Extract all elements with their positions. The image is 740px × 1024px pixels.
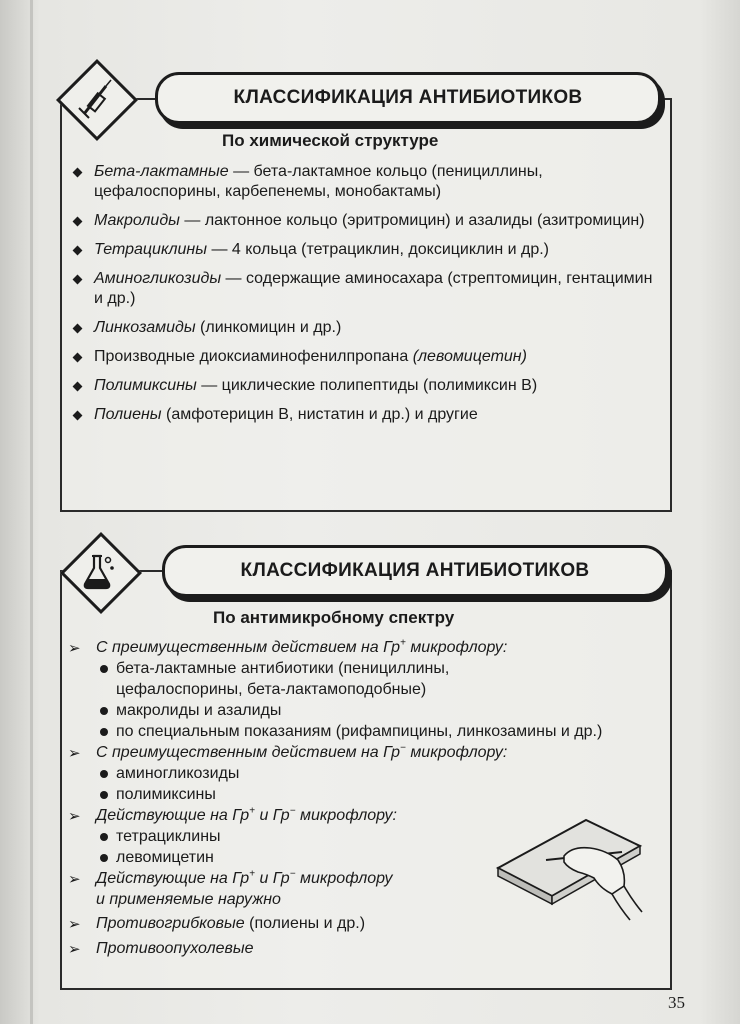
arrow-icon: ➢ <box>68 871 81 888</box>
section1-subtitle: По химической структуре <box>222 131 439 150</box>
list-item: Полимиксины — циклические полипептиды (полимиксин В) <box>74 376 664 396</box>
group-broad-spectrum: ➢ Действующие на Гр+ и Гр− микрофлору: <box>68 805 397 825</box>
lab-flask-icon <box>74 546 124 596</box>
section2-title-banner: КЛАССИФИКАЦИЯ АНТИБИОТИКОВ <box>162 545 668 597</box>
section2-subtitle: По антимикробному спектру <box>213 608 455 627</box>
page-number: 35 <box>668 993 685 1012</box>
arrow-icon: ➢ <box>68 916 81 933</box>
group-antifungal: ➢ Противогрибковые (полиены и др.) <box>68 915 366 933</box>
arrow-icon: ➢ <box>68 640 81 657</box>
list-item: левомицетин <box>68 847 668 868</box>
book-spine-shadow <box>30 0 33 1024</box>
group-topical-continuation: и применяемые наружно <box>96 891 281 908</box>
arrow-icon: ➢ <box>68 941 81 958</box>
list-item: по специальным показаниям (рифампицины, линкозамины и др.) <box>68 721 668 742</box>
list-item-continuation: цефалоспорины, бета-лактамоподобные) <box>116 681 427 698</box>
list-item: Тетрациклины — 4 кольца (тетрациклин, доксициклин и др.) <box>74 240 664 260</box>
list-item: Линкозамиды (линкомицин и др.) <box>74 318 664 338</box>
list-item: полимиксины <box>68 784 668 805</box>
list-item: аминогликозиды <box>68 763 668 784</box>
list-item: Производные диоксиаминофенилпропана (левомицетин) <box>74 347 664 367</box>
list-item: бета-лактамные антибиотики (пенициллины, <box>68 658 668 679</box>
group-gram-negative: ➢ С преимущественным действием на Гр− микрофлору: <box>68 742 508 762</box>
group-antitumor: ➢ Противоопухолевые <box>68 940 254 958</box>
chemical-structure-list <box>74 162 664 434</box>
arrow-icon: ➢ <box>68 745 81 762</box>
group-topical: ➢ Действующие на Гр+ и Гр− микрофлору <box>68 868 393 888</box>
section1-title-banner: КЛАССИФИКАЦИЯ АНТИБИОТИКОВ <box>155 72 661 124</box>
arrow-icon: ➢ <box>68 808 81 825</box>
syringe-icon <box>70 74 120 124</box>
list-item: Полиены (амфотерицин В, нистатин и др.) и другие <box>74 405 664 425</box>
list-item: Макролиды — лактонное кольцо (эритромицин) и азалиды (азитромицин) <box>74 211 664 231</box>
group-gram-positive: ➢ С преимущественным действием на Гр+ микрофлору: <box>68 637 508 657</box>
list-item: Аминогликозиды — содержащие аминосахара (стрептомицин, гентацимин и др.) <box>74 269 664 309</box>
list-item: тетрациклины <box>68 826 668 847</box>
list-item: Бета-лактамные — бета-лактамное кольцо (пенициллины, цефалоспорины, карбепенемы, монобактамы) <box>74 162 664 202</box>
writing-hand-illustration <box>494 816 644 926</box>
list-item: макролиды и азалиды <box>68 700 668 721</box>
